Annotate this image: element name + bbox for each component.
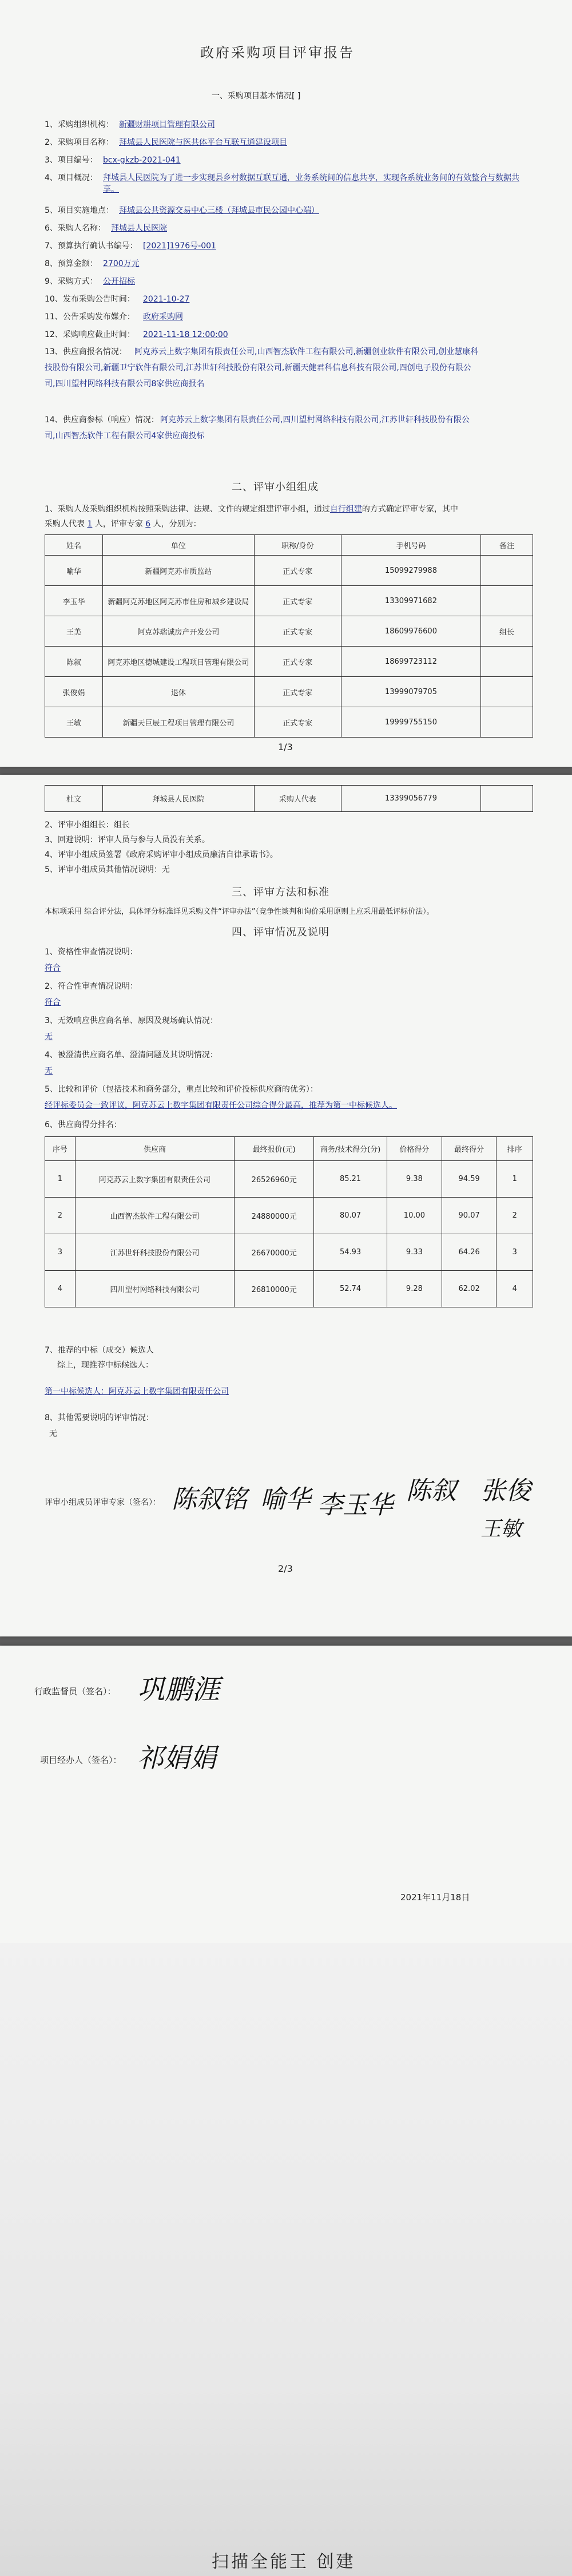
eval-item-label: 4、被澄清供应商名单、澄清问题及其说明情况： [45,1051,218,1060]
eval-item-answer: 符合 [45,998,61,1007]
row13-line-2: 技股份有限公司,新疆卫宁软件有限公司,江苏世轩科技股份有限公司,新疆天健君科信息科技有限公司,四创电子股份有限公 [45,363,471,372]
col-no: 序号 [45,1137,76,1161]
col-phone: 手机号码 [341,535,480,556]
col-tech: 商务/技术得分(分) [314,1137,387,1161]
cell-supplier: 江苏世轩科技股份有限公司 [75,1234,235,1271]
cell-price: 26526960元 [235,1161,314,1198]
eval-item-label: 5、比较和评价（包括技术和商务部分，重点比较和评价投标供应商的优劣）： [45,1085,318,1094]
eval-item-label: 3、无效响应供应商名单、原因及现场确认情况： [45,1016,218,1025]
col-role: 职称/身份 [254,535,341,556]
row14-line-1: 阿克苏云上数字集团有限责任公司,四川望村网络科技有限公司,江苏世轩科技股份有限公 [160,415,470,425]
item7-candidate: 第一中标候选人：阿克苏云上数字集团有限责任公司 [45,1387,229,1396]
info-value: 2021-10-27 [143,295,190,304]
cell-phone: 13399056779 [341,786,480,812]
cell-pscore: 9.28 [387,1271,442,1307]
cell-unit: 新疆阿克苏市质监站 [103,556,255,586]
cell-rank: 1 [496,1161,533,1198]
col-rank: 排序 [496,1137,533,1161]
cell-supplier: 四川望村网络科技有限公司 [75,1271,235,1307]
item7-sub: 综上，现推荐中标候选人： [57,1361,153,1370]
col-price: 最终报价(元) [235,1137,314,1161]
cell-unit: 阿克苏瑞诚房产开发公司 [103,616,255,647]
cell-no: 3 [45,1234,76,1271]
table-row [45,707,533,738]
cell-rank: 3 [496,1234,533,1271]
info-label: 12、采购响应截止时间： [45,330,135,339]
info-value: bcx-gkzb-2021-041 [103,156,181,165]
score-table-title: 6、供应商得分排名： [45,1120,122,1130]
row13-line-1: 阿克苏云上数字集团有限责任公司,山西智杰软件工程有限公司,新疆创业软件有限公司,创业慧康科 [134,347,479,356]
cell-name: 王美 [45,616,103,647]
section3-heading: 三、评审方法和标准 [232,886,329,898]
cell-pscore: 10.00 [387,1198,442,1234]
agent-signature: 祁娟娟 [137,1742,216,1773]
col-final: 最终得分 [442,1137,496,1161]
section1-heading: 一、采购项目基本情况[ ] [212,92,301,101]
section4-heading: 四、评审情况及说明 [232,926,329,938]
row13-label: 13、供应商报名情况： [45,347,127,356]
table-row [45,1161,533,1198]
cell-tech: 85.21 [314,1161,387,1198]
committee-table [45,534,533,738]
col-unit: 单位 [103,535,255,556]
col-price-score: 价格得分 [387,1137,442,1161]
cell-role: 正式专家 [254,556,341,586]
cell-unit: 新疆阿克苏地区阿克苏市住房和城乡建设局 [103,586,255,616]
report-page-3 [0,1646,572,1943]
cell-no: 1 [45,1161,76,1198]
info-value: 拜城县公共资源交易中心三楼（拜城县市民公园中心端） [119,206,319,215]
table-row [45,1234,533,1271]
cell-name: 张俊娟 [45,677,103,707]
col-name: 姓名 [45,535,103,556]
info-value: 2021-11-18 12:00:00 [143,330,228,339]
info-label: 3、项目编号： [45,156,98,165]
item7-label: 7、推荐的中标（成交）候选人 [45,1346,154,1355]
page-number: 1/3 [278,742,293,752]
signature-5: 张俊 [480,1476,531,1505]
cell-unit: 退休 [103,677,255,707]
supervisor-label: 行政监督员（签名）： [34,1686,116,1697]
info-label: 6、采购人名称： [45,224,106,233]
report-page-1 [0,0,572,767]
page-number: 2/3 [278,1563,293,1574]
cell-name: 杜文 [45,786,103,812]
section2-para2: 采购人代表 1 人，评审专家 6 人，分别为： [45,520,201,529]
cell-unit: 拜城县人民医院 [103,786,255,812]
cell-name: 喻华 [45,556,103,586]
table-row [45,586,533,616]
score-table [45,1136,533,1307]
cell-role: 正式专家 [254,586,341,616]
info-value: [2021]1976号-001 [143,241,216,251]
scanner-watermark: 扫描全能王 创建 [212,2552,356,2572]
report-date: 2021年11月18日 [400,1892,470,1903]
cell-note [481,586,533,616]
committee-table-continued [45,785,533,812]
signature-1: 陈叙铭 [172,1485,247,1514]
table-row [45,616,533,647]
cell-name: 李玉华 [45,586,103,616]
info-label: 10、发布采购公告时间： [45,295,135,304]
note-1: 2、评审小组组长：组长 [45,821,130,830]
supervisor-signature: 巩鹏涯 [137,1674,220,1706]
section2-heading: 二、评审小组组成 [232,481,319,493]
page-title: 政府采购项目评审报告 [200,45,355,61]
cell-pscore: 9.33 [387,1234,442,1271]
eval-item-label: 2、符合性审查情况说明： [45,982,138,991]
signature-2: 喻华 [260,1485,311,1514]
scanner-background [0,1943,572,2576]
cell-final: 94.59 [442,1161,496,1198]
eval-item-answer: 无 [45,1067,53,1076]
col-note: 备注 [481,535,533,556]
signature-label: 评审小组成员评审专家（签名）： [45,1498,161,1507]
cell-rank: 4 [496,1271,533,1307]
table-row [45,786,533,812]
cell-tech: 52.74 [314,1271,387,1307]
cell-note [481,556,533,586]
signature-3: 李玉华 [317,1491,393,1520]
cell-note [481,677,533,707]
cell-note [481,707,533,738]
cell-role: 正式专家 [254,677,341,707]
cell-price: 24880000元 [235,1198,314,1234]
cell-price: 26810000元 [235,1271,314,1307]
info-value: 政府采购网 [143,312,183,322]
info-label: 11、公告采购发布媒介： [45,312,135,322]
table-row [45,677,533,707]
cell-role: 正式专家 [254,616,341,647]
cell-name: 陈叙 [45,647,103,677]
cell-final: 64.26 [442,1234,496,1271]
row14-line-2: 司,山西智杰软件工程有限公司4家供应商投标 [45,431,205,441]
cell-supplier: 山西智杰软件工程有限公司 [75,1198,235,1234]
cell-role: 正式专家 [254,707,341,738]
info-value: 2700万元 [103,259,140,268]
info-label: 8、预算金额： [45,259,98,268]
eval-item-answer: 无 [45,1032,53,1041]
cell-phone: 18699723112 [341,647,480,677]
agent-label: 项目经办人（签名）： [40,1755,122,1765]
eval-item-answer: 符合 [45,964,61,973]
cell-final: 62.02 [442,1271,496,1307]
table-row [45,647,533,677]
row13-line-3: 司,四川望村网络科技有限公司8家供应商报名 [45,379,205,389]
cell-role: 正式专家 [254,647,341,677]
cell-phone: 13309971682 [341,586,480,616]
cell-phone: 13999079705 [341,677,480,707]
info-value: 拜城县人民医院 [111,224,167,233]
cell-price: 26670000元 [235,1234,314,1271]
cell-name: 王敏 [45,707,103,738]
cell-rank: 2 [496,1198,533,1234]
info-label: 9、采购方式： [45,277,98,286]
eval-item-label: 1、资格性审查情况说明： [45,948,138,957]
cell-tech: 54.93 [314,1234,387,1271]
section2-para1: 1、采购人及采购组织机构按照采购法律、法规、文件的规定组建评审小组，通过自行组建的方式确定评审专家，其中 [45,505,458,514]
cell-pscore: 9.38 [387,1161,442,1198]
info-value: 拜城县人民医院为了进一步实现县乡村数据互联互通，业务系统间的信息共享，实现各系统业务间的有效整合与数据共享。 [103,173,519,194]
signature-4: 陈叙 [406,1476,456,1505]
table-row [45,1271,533,1307]
committee-header-row [45,535,533,556]
info-label: 1、采购组织机构： [45,120,114,129]
info-label: 2、采购项目名称： [45,138,114,147]
score-header-row [45,1137,533,1161]
row14-label: 14、供应商参标（响应）情况： [45,415,159,425]
cell-tech: 80.07 [314,1198,387,1234]
section3-text: 本标项采用 综合评分法，具体评分标准详见采购文件“评审办法”（竞争性谈判和询价采用原则上应采用最低评标价法）。 [45,907,434,916]
eval-item-answer: 经评标委员会一致评议，阿克苏云上数字集团有限责任公司综合得分最高，推荐为第一中标候选人。 [45,1101,397,1110]
cell-unit: 新疆天巨辰工程项目管理有限公司 [103,707,255,738]
info-value: 拜城县人民医院与医共体平台互联互通建设项目 [119,138,287,147]
cell-final: 90.07 [442,1198,496,1234]
note-4: 5、评审小组成员其他情况说明：无 [45,865,170,874]
cell-no: 4 [45,1271,76,1307]
info-label: 4、项目概况： [45,173,98,183]
info-label: 5、项目实施地点： [45,206,114,215]
note-2: 3、回避说明：评审人员与参与人员没有关系。 [45,835,210,845]
item8-label: 8、其他需要说明的评审情况： [45,1413,154,1422]
cell-phone: 19999755150 [341,707,480,738]
item8-answer: 无 [49,1429,57,1438]
table-row [45,1198,533,1234]
cell-role: 采购人代表 [254,786,341,812]
cell-phone: 18609976600 [341,616,480,647]
info-value: 新疆财耕项目管理有限公司 [119,120,215,129]
cell-unit: 阿克苏地区德城建设工程项目管理有限公司 [103,647,255,677]
info-value: 公开招标 [103,277,135,286]
info-label: 7、预算执行确认书编号： [45,241,138,251]
signature-6: 王敏 [480,1517,522,1541]
cell-supplier: 阿克苏云上数字集团有限责任公司 [75,1161,235,1198]
cell-no: 2 [45,1198,76,1234]
cell-note: 组长 [481,616,533,647]
cell-phone: 15099279988 [341,556,480,586]
cell-note [481,786,533,812]
report-page-2 [0,775,572,1636]
note-3: 4、评审小组成员签署《政府采购评审小组成员廉洁自律承诺书》。 [45,850,278,859]
col-supplier: 供应商 [75,1137,235,1161]
table-row [45,556,533,586]
cell-note [481,647,533,677]
